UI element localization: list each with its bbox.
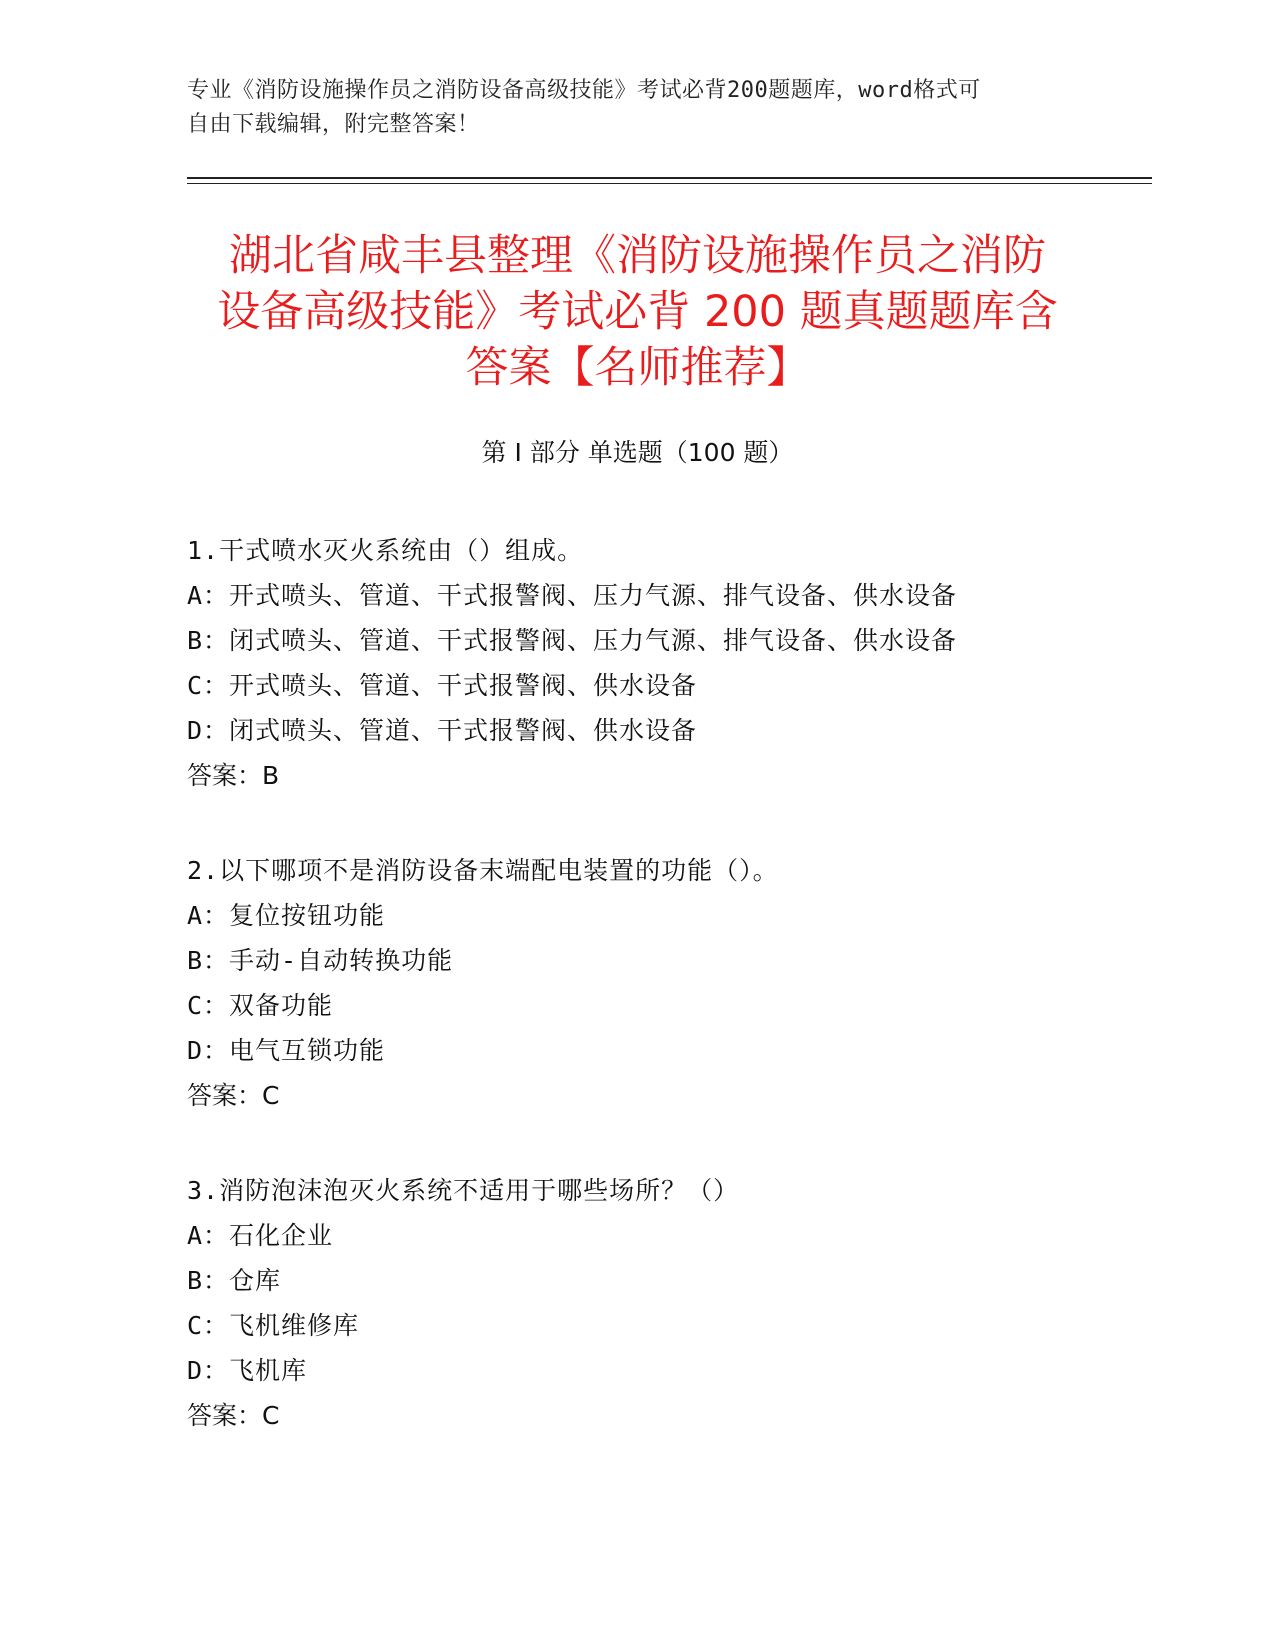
header-note-line-1: 专业《消防设施操作员之消防设备高级技能》考试必背200题题库，word格式可 — [187, 78, 981, 103]
option-c: C：双备功能 — [187, 991, 334, 1020]
option-c: C：开式喷头、管道、干式报警阀、供水设备 — [187, 671, 698, 700]
option-a: A：开式喷头、管道、干式报警阀、压力气源、排气设备、供水设备 — [187, 581, 958, 610]
question-stem: 2.以下哪项不是消防设备末端配电装置的功能（）。 — [187, 856, 779, 885]
answer-line: 答案：C — [187, 1401, 280, 1430]
document-title — [180, 228, 1095, 396]
answer-line: 答案：C — [187, 1081, 280, 1110]
option-a: A：石化企业 — [187, 1221, 334, 1250]
document-title-line-2: 设备高级技能》考试必背 200 题真题题库含 — [217, 287, 1058, 337]
question-list — [187, 528, 1087, 1488]
option-d: D：闭式喷头、管道、干式报警阀、供水设备 — [187, 716, 698, 745]
option-d: D：飞机库 — [187, 1356, 308, 1385]
header-divider-thin — [187, 183, 1152, 184]
option-a: A：复位按钮功能 — [187, 901, 386, 930]
option-b: B：手动-自动转换功能 — [187, 946, 454, 975]
document-title-line-1: 湖北省咸丰县整理《消防设施操作员之消防 — [229, 231, 1046, 281]
question-item — [187, 848, 1087, 1118]
question-stem: 3.消防泡沫泡灭火系统不适用于哪些场所？（） — [187, 1176, 740, 1205]
question-stem: 1.干式喷水灭火系统由（）组成。 — [187, 536, 584, 565]
option-b: B：闭式喷头、管道、干式报警阀、压力气源、排气设备、供水设备 — [187, 626, 958, 655]
option-d: D：电气互锁功能 — [187, 1036, 386, 1065]
option-b: B：仓库 — [187, 1266, 282, 1295]
header-divider-thick — [187, 177, 1152, 179]
question-item — [187, 1168, 1087, 1438]
question-item — [187, 528, 1087, 798]
option-c: C：飞机维修库 — [187, 1311, 360, 1340]
header-note — [187, 74, 1067, 142]
document-title-line-3: 答案【名师推荐】 — [465, 343, 810, 393]
section-heading: 第 I 部分 单选题（100 题） — [481, 438, 794, 467]
header-note-line-2: 自由下载编辑，附完整答案！ — [187, 112, 480, 137]
answer-line: 答案：B — [187, 761, 280, 790]
